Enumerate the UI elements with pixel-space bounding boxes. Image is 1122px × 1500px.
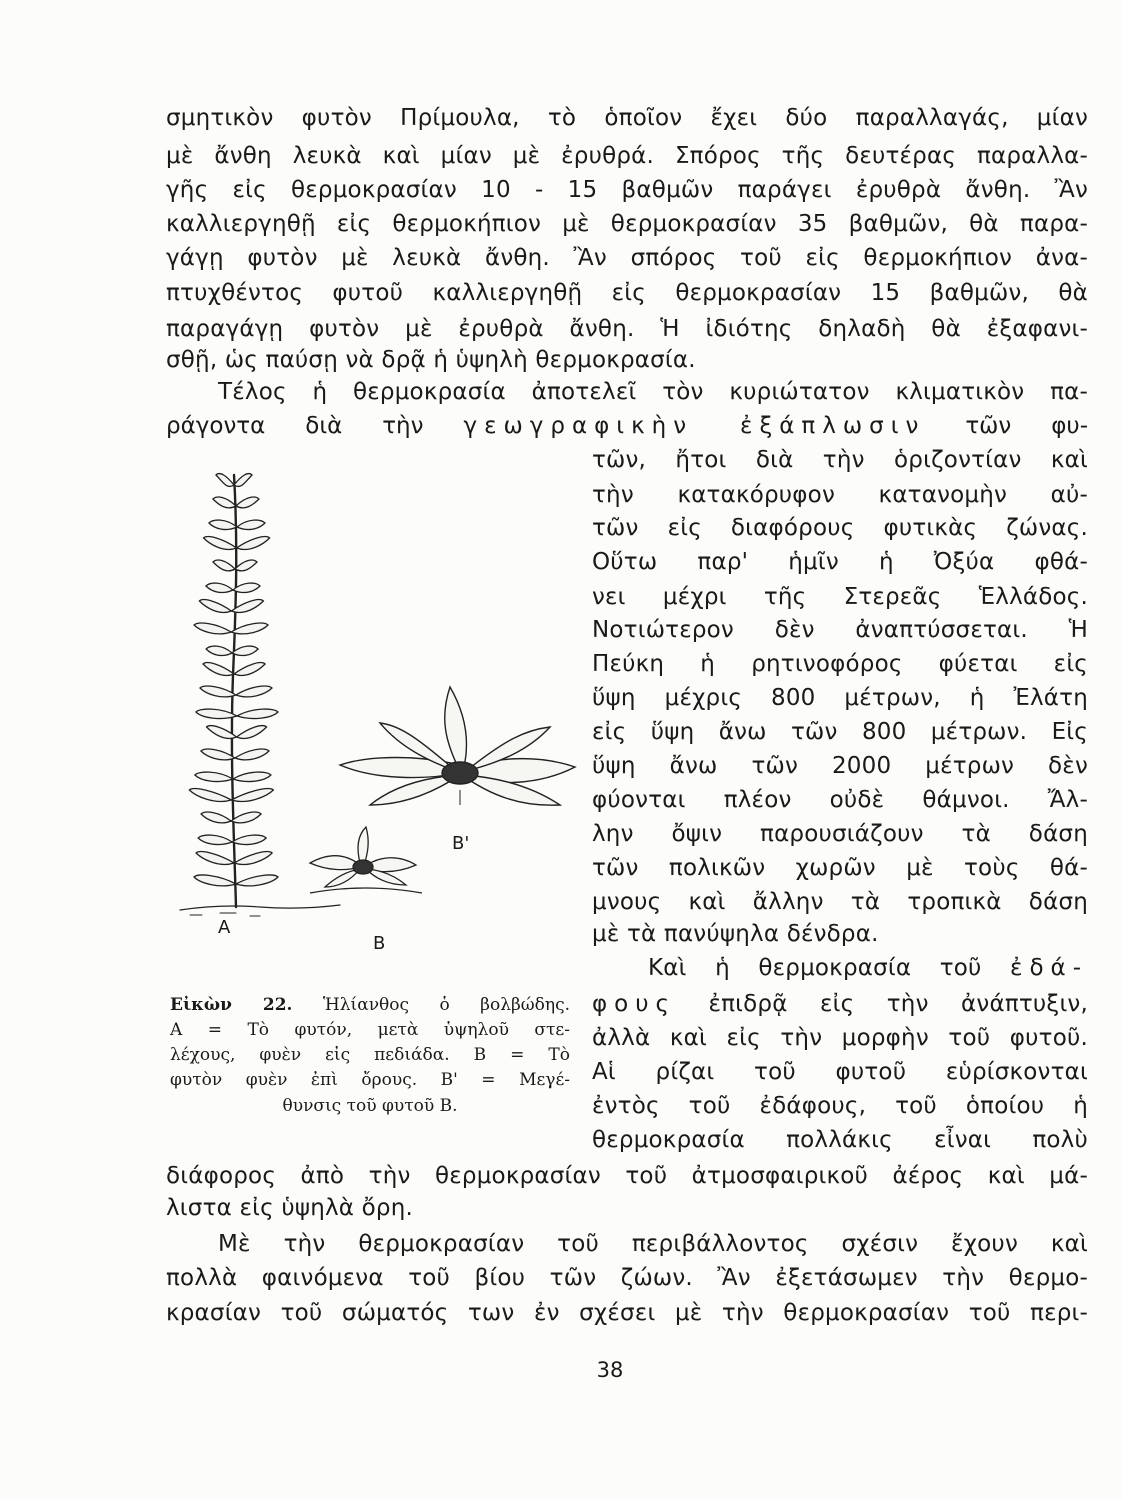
leaf-shape [232, 646, 258, 655]
text-line: τῶν, ἤτοι διὰ τὴν ὁριζοντίαν καὶ [592, 447, 1088, 473]
text-line: μὲ ἄνθη λευκὰ καὶ μίαν μὲ ἐρυθρά. Σπόρος τῆς δευτέρας παραλλα- [166, 143, 1088, 169]
text-line: φύονται πλέον οὐδὲ θάμνοι. Ἄλ- [592, 787, 1088, 813]
figure-label-a: A [218, 917, 231, 938]
paragraph-start: Μὲ τὴν θερμοκρασίαν τοῦ περιβάλλοντος σχέσιν ἔχουν καὶ [218, 1231, 1088, 1257]
figure-sunflower-illustration [160, 455, 590, 980]
leaf-shape [196, 709, 237, 718]
leaf-shape [204, 537, 237, 550]
leaf-shape [195, 772, 233, 781]
leaf-shape [198, 835, 232, 844]
leaf-shape [231, 623, 268, 634]
leaf-shape [194, 875, 236, 886]
leaf-shape [201, 812, 231, 823]
leaf-shape [206, 583, 233, 592]
text-line: σθῇ, ὡς παύσῃ νὰ δρᾷ ἡ ὑψηλὴ θερμοκρασία. [166, 347, 696, 373]
leaf-shape [237, 520, 265, 529]
text-line: μνους καὶ ἄλλην τὰ τροπικὰ δάση [592, 889, 1088, 915]
text-line: σμητικὸν φυτὸν Πρίμουλα, τὸ ὁποῖον ἔχει δύο παραλλαγάς, μίαν [166, 105, 1088, 131]
leaf-shape [199, 600, 231, 613]
caption-line: A = Τὸ φυτόν, μετὰ ὑψηλοῦ στε- [170, 1020, 570, 1040]
text-line: τῶν πολικῶν χωρῶν μὲ τοὺς θά- [592, 855, 1088, 881]
figure-number: Εἰκὼν 22. [170, 995, 293, 1015]
leaf-shape [201, 749, 235, 760]
text-line: παραγάγῃ φυτὸν μὲ ἐρυθρὰ ἄνθη. Ἡ ἰδιότης δηλαδὴ θὰ ἐξαφανι- [166, 316, 1088, 342]
leaf-shape [213, 497, 236, 508]
text-line: εἰς ὕψη ἄνω τῶν 800 μέτρων. Εἰς [592, 719, 1088, 745]
leaf-shape [231, 812, 261, 823]
leaf-shape [237, 537, 270, 550]
leaf-shape [203, 663, 234, 676]
page-number: 38 [596, 1358, 624, 1382]
text-line: φους ἐπιδρᾷ εἰς τὴν ἀνάπτυξιν, [592, 991, 1088, 1017]
text-line-spaced: ράγοντα διὰ τὴν γεωγραφικὴν ἐξάπλωσιν τῶν φυ- [166, 413, 1088, 439]
emphasized-term: ἐδά- [1010, 955, 1089, 981]
caption-line: φυτὸν φυὲν ἐπὶ ὄρους. B' = Μεγέ- [170, 1070, 570, 1090]
leaf-shape [234, 474, 252, 487]
emphasized-term: γεωγραφικὴν ἐξάπλωσιν [463, 413, 926, 439]
leaf-shape [237, 726, 267, 739]
leaf-shape [233, 772, 271, 781]
text-line: γῆς εἰς θερμοκρασίαν 10 - 15 βαθμῶν παράγει ἐρυθρὰ ἄνθη. Ἂν [166, 177, 1088, 203]
text-line: πολλὰ φαινόμενα τοῦ βίου τῶν ζώων. Ἂν ἐξετάσωμεν τὴν θερμο- [166, 1265, 1088, 1291]
text-line: ἐντὸς τοῦ ἐδάφους, τοῦ ὁποίου ἡ [592, 1093, 1088, 1119]
leaf-shape [232, 835, 266, 844]
paragraph-start: Καὶ ἡ θερμοκρασία τοῦ ἐδά- [648, 955, 1089, 981]
leaf-shape [206, 646, 232, 655]
text-line: Πεύκη ἡ ρητινοφόρος φύεται εἰς [592, 651, 1088, 677]
figure-label-b: B [373, 933, 386, 954]
text-line: τὴν κατακόρυφον κατανομὴν αὐ- [592, 482, 1088, 508]
leaf-shape [216, 474, 234, 487]
text-line: Οὕτω παρ' ἡμῖν ἡ Ὀξύα φθά- [592, 549, 1088, 575]
text-line: λιστα εἰς ὑψηλὰ ὄρη. [166, 1195, 414, 1221]
plant-drawing [160, 455, 590, 980]
figure-label-b-prime: B' [452, 833, 470, 854]
text-line: τῶν εἰς διαφόρους φυτικὰς ζώνας. [592, 515, 1088, 541]
text-line: καλλιεργηθῇ εἰς θερμοκήπιον μὲ θερμοκρασίαν 35 βαθμῶν, θὰ παρα- [166, 211, 1088, 237]
text-line: κρασίαν τοῦ σώματός των ἐν σχέσει μὲ τὴν θερμοκρασίαν τοῦ περι- [166, 1300, 1088, 1326]
leaf-shape [189, 789, 231, 802]
text-line: γάγῃ φυτὸν μὲ λευκὰ ἄνθη. Ἂν σπόρος τοῦ εἰς θερμοκήπιον ἀνα- [166, 245, 1088, 271]
text-line: ὕψη μέχρις 800 μέτρων, ἡ Ἐλάτη [592, 685, 1088, 711]
leaf-shape [231, 789, 273, 802]
emphasized-term: φους [592, 991, 677, 1017]
text-line: ἀλλὰ καὶ εἰς τὴν μορφὴν τοῦ φυτοῦ. [592, 1025, 1088, 1051]
leaf-shape [196, 852, 234, 865]
text-line: λην ὄψιν παρουσιάζουν τὰ δάση [592, 821, 1088, 847]
leaf-shape [200, 686, 236, 697]
text-line: Αἱ ρίζαι τοῦ φυτοῦ εὑρίσκονται [592, 1059, 1088, 1085]
leaf-shape [236, 875, 278, 886]
caption-line: θυνσις τοῦ φυτοῦ B. [282, 1096, 458, 1116]
leaf-shape [213, 560, 235, 571]
text-line: πτυχθέντος φυτοῦ καλλιεργηθῇ εἰς θερμοκρασίαν 15 βαθμῶν, θὰ [166, 280, 1088, 306]
leaf-shape [237, 709, 278, 718]
leaf-shape [234, 852, 272, 865]
paragraph-start: Τέλος ἡ θερμοκρασία ἀποτελεῖ τὸν κυριώτατον κλιματικὸν πα- [218, 379, 1088, 405]
leaf-shape [234, 663, 265, 676]
leaf-shape [194, 623, 231, 634]
figure-caption-title: Εἰκὼν 22. Ἡλίανθος ὁ βολβώδης. [170, 995, 571, 1015]
leaf-shape [236, 497, 259, 508]
leaf-shape [236, 686, 272, 697]
leaf-shape [209, 520, 237, 529]
text-line: νει μέχρι τῆς Στερεᾶς Ἑλλάδος. [592, 584, 1088, 610]
text-line: θερμοκρασία πολλάκις εἶναι πολὺ [592, 1127, 1088, 1153]
text-line: διάφορος ἀπὸ τὴν θερμοκρασίαν τοῦ ἀτμοσφαιρικοῦ ἀέρος καὶ μά- [166, 1163, 1088, 1189]
leaf-shape [235, 749, 269, 760]
caption-line: λέχους, φυὲν εἰς πεδιάδα. B = Τὸ [170, 1045, 570, 1065]
text-line: Νοτιώτερον δὲν ἀναπτύσσεται. Ἡ [592, 617, 1088, 643]
leaf-shape [235, 560, 257, 571]
text-line: μὲ τὰ πανύψηλα δένδρα. [592, 921, 879, 947]
text-line: ὕψη ἄνω τῶν 2000 μέτρων δὲν [592, 753, 1088, 779]
